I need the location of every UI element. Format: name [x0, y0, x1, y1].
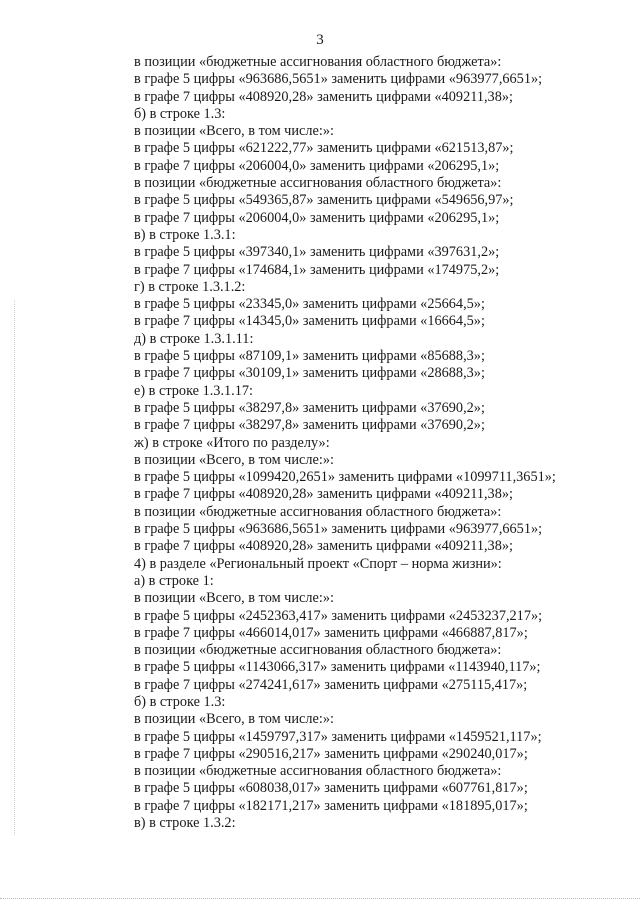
document-line: в графе 5 цифры «23345,0» заменить цифрами «25664,5»;	[134, 296, 485, 313]
document-line: в графе 5 цифры «963686,5651» заменить цифрами «963977,6651»;	[134, 521, 543, 538]
document-line: в позиции «Всего, в том числе:»:	[134, 711, 334, 728]
document-line: д) в строке 1.3.1.11:	[134, 330, 254, 347]
document-line: в графе 7 цифры «408920,28» заменить цифрами «409211,38»;	[134, 538, 513, 555]
document-line: в графе 5 цифры «1459797,317» заменить цифрами «1459521,117»;	[134, 728, 542, 745]
document-line: в позиции «бюджетные ассигнования областного бюджета»:	[134, 175, 502, 192]
document-line: в позиции «бюджетные ассигнования областного бюджета»:	[134, 503, 502, 520]
page-number: 3	[316, 32, 324, 48]
document-line: в графе 5 цифры «1143066,317» заменить цифрами «1143940,117»;	[134, 659, 541, 676]
document-line: в позиции «Всего, в том числе:»:	[134, 451, 334, 468]
document-line: в графе 7 цифры «408920,28» заменить цифрами «409211,38»;	[134, 88, 513, 105]
document-line: в графе 7 цифры «206004,0» заменить цифрами «206295,1»;	[134, 157, 500, 174]
document-line: в графе 5 цифры «963686,5651» заменить цифрами «963977,6651»;	[134, 71, 543, 88]
document-line: в графе 7 цифры «38297,8» заменить цифрами «37690,2»;	[134, 417, 485, 434]
document-line: б) в строке 1.3:	[134, 693, 226, 710]
document-line: в графе 7 цифры «30109,1» заменить цифрами «28688,3»;	[134, 365, 485, 382]
document-body	[134, 54, 614, 832]
document-line: в графе 5 цифры «38297,8» заменить цифрами «37690,2»;	[134, 399, 485, 416]
document-line: в позиции «Всего, в том числе:»:	[134, 590, 334, 607]
document-line: в графе 7 цифры «290516,217» заменить цифрами «290240,017»;	[134, 745, 528, 762]
document-line: в графе 7 цифры «182171,217» заменить цифрами «181895,017»;	[134, 797, 528, 814]
scan-bottom-edge	[0, 898, 640, 899]
scan-edge-line	[14, 300, 15, 835]
document-line: в графе 5 цифры «2452363,417» заменить цифрами «2453237,217»;	[134, 607, 543, 624]
document-line: 4) в разделе «Региональный проект «Спорт – норма жизни»:	[134, 555, 502, 572]
document-line: в позиции «бюджетные ассигнования областного бюджета»:	[134, 763, 502, 780]
document-line: в графе 7 цифры «174684,1» заменить цифрами «174975,2»;	[134, 261, 500, 278]
document-line: е) в строке 1.3.1.17:	[134, 382, 254, 399]
document-line: в графе 7 цифры «206004,0» заменить цифрами «206295,1»;	[134, 209, 500, 226]
document-line: в позиции «бюджетные ассигнования областного бюджета»:	[134, 642, 502, 659]
document-line: в позиции «Всего, в том числе:»:	[134, 123, 334, 140]
document-line: в графе 7 цифры «466014,017» заменить цифрами «466887,817»;	[134, 624, 528, 641]
document-line: в графе 7 цифры «408920,28» заменить цифрами «409211,38»;	[134, 486, 513, 503]
document-line: в графе 5 цифры «87109,1» заменить цифрами «85688,3»;	[134, 348, 485, 365]
document-line: в графе 7 цифры «274241,617» заменить цифрами «275115,417»;	[134, 676, 528, 693]
document-line: в графе 5 цифры «397340,1» заменить цифрами «397631,2»;	[134, 244, 500, 261]
document-line: в позиции «бюджетные ассигнования областного бюджета»:	[134, 54, 502, 70]
document-line: в графе 5 цифры «549365,87» заменить цифрами «549656,97»;	[134, 192, 514, 209]
document-line: в графе 7 цифры «14345,0» заменить цифрами «16664,5»;	[134, 313, 485, 330]
document-line: в) в строке 1.3.2:	[134, 815, 236, 832]
document-line: ж) в строке «Итого по разделу»:	[134, 434, 330, 451]
document-line: в графе 5 цифры «1099420,2651» заменить цифрами «1099711,3651»;	[134, 469, 556, 486]
document-line: а) в строке 1:	[134, 572, 214, 589]
document-line: б) в строке 1.3:	[134, 105, 226, 122]
document-line: г) в строке 1.3.1.2:	[134, 278, 246, 295]
document-line: в графе 5 цифры «608038,017» заменить цифрами «607761,817»;	[134, 780, 528, 797]
document-line: в) в строке 1.3.1:	[134, 226, 236, 243]
document-line: в графе 5 цифры «621222,77» заменить цифрами «621513,87»;	[134, 140, 514, 157]
